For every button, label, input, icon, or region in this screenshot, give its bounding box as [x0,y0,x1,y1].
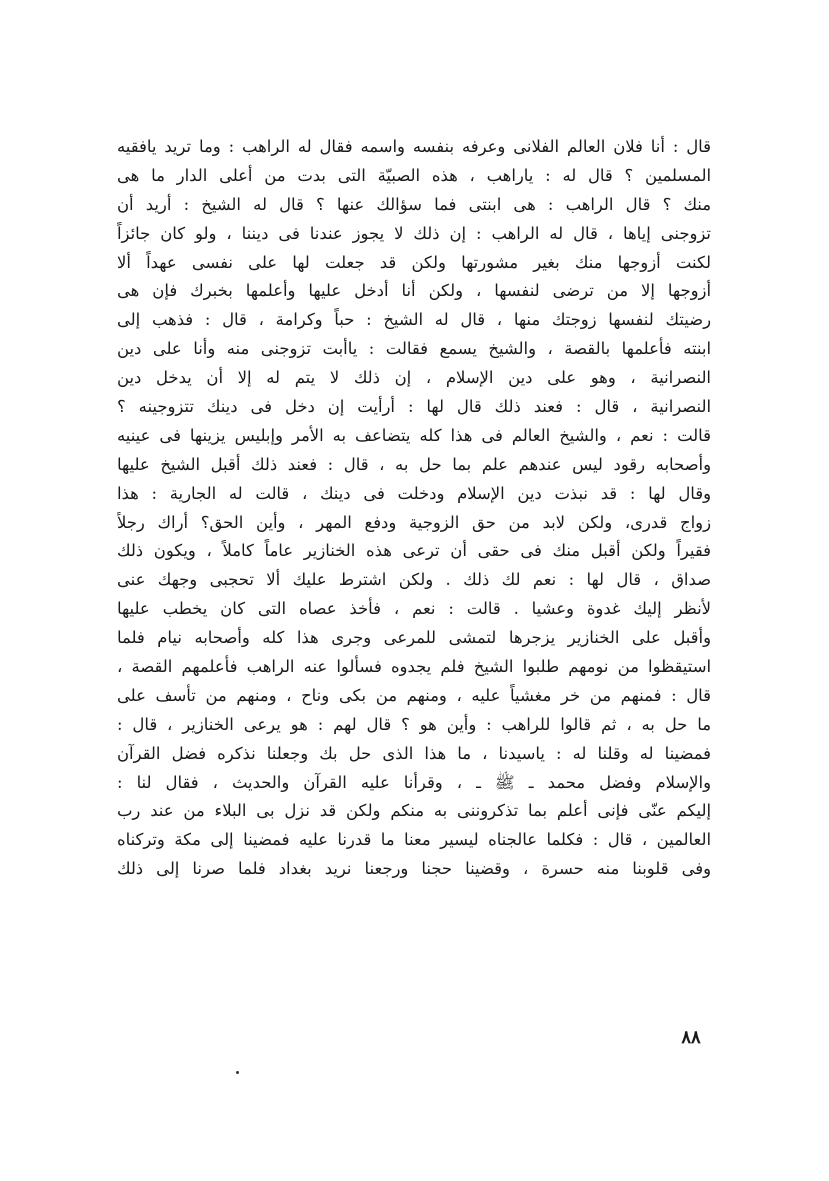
text-line: وأصحابه رقود ليس عندهم علم بما حل به ، قال : فعند ذلك أقبل الشيخ عليها [117,454,711,474]
text-line: المسلمين ؟ قال له : ياراهب ، هذه الصبيّة التى بدت من أعلى الدار ما هى [117,165,711,185]
text-line: قالت : نعم ، والشيخ العالم فى هذا كله يتضاعف به الأمر وإبليس يزينها فى عينيه [117,425,711,445]
body-text [117,133,711,884]
text-line: صداق ، قال لها : نعم لك ذلك . ولكن اشترط عليك ألا تحجبى وجهك عنى [117,570,711,590]
ink-speck [236,1071,239,1074]
text-line: زواج قدرى، ولكن لابد من حق الزوجية ودفع المهر ، وأين الحق؟ أراك رجلاً [117,512,711,532]
text-line: أزوجها إلا من ترضى لنفسها ، ولكن أنا أدخل عليها وأعلمها بخبرك فإن هى [117,281,711,301]
text-line: قال : فمنهم من خر مغشياً عليه ، ومنهم من بكى وناح ، ومنهم من تأسف على [117,685,711,705]
text-line: لكنت أزوجها منك بغير مشورتها ولكن قد جعلت لها على نفسى عهداً ألا [117,252,711,272]
text-line: النصرانية ، قال : فعند ذلك قال لها : أرأيت إن دخل فى دينك تتزوجينه ؟ [117,397,711,417]
text-line: لأنظر إليك غدوة وعشيا . قالت : نعم ، فأخذ عصاه التى كان يخطب عليها [117,599,711,619]
text-line: وقال لها : قد نبذت دين الإسلام ودخلت فى دينك ، قالت له الجارية : هذا [117,483,711,503]
text-line: تزوجنى إياها ، قال له الراهب : إن ذلك لا يجوز عندنا فى ديننا ، ولو كان جائزاً [117,223,711,243]
text-line: فقيراً ولكن أقبل منك فى حقى أن ترعى هذه الخنازير عاماً كاملاً ، ويكون ذلك [117,541,711,561]
text-line: رضيتك لنفسها زوجتك منها ، قال له الشيخ : حباً وكرامة ، قال : فذهب إلى [117,310,711,330]
text-line: العالمين ، قال : فكلما عالجناه ليسير معنا ما قدرنا عليه فمضينا إلى مكة وتركناه [117,830,711,850]
text-line: استيقظوا من نومهم طلبوا الشيخ فلم يجدوه فسألوا عنه الراهب فأعلمهم القصة ، [117,657,711,677]
page-number: ٨٨ [681,1027,701,1048]
text-line: فمضينا له وقلنا له : ياسيدنا ، ما هذا الذى حل بك وجعلنا نذكره فضل القرآن [117,743,711,763]
text-line: والإسلام وفضل محمد ـ ﷺ ـ ، وقرأنا عليه القرآن والحديث ، فقال لنا : [117,772,711,792]
text-line: ما حل به ، ثم قالوا للراهب : وأين هو ؟ قال لهم : هو يرعى الخنازير ، قال : [117,714,711,734]
text-line: ابنته فأعلمها بالقصة ، والشيخ يسمع فقالت : ياأبت تزوجنى منه وأنا على دين [117,339,711,359]
text-line: قال : أنا فلان العالم الفلانى وعرفه بنفسه واسمه فقال له الراهب : وما تريد يافقيه [117,137,711,156]
text-line: النصرانية ، وهو على دين الإسلام ، إن ذلك لا يتم له إلا أن يدخل دين [117,368,711,388]
text-line: وفى قلوبنا منه حسرة ، وقضينا حجنا ورجعنا نريد بغداد فلما صرنا إلى ذلك [117,859,711,879]
text-line: إليكم عنّى فإنى أعلم بما تذكروننى به منكم ولكن قد نزل بى البلاء من عند رب [117,801,711,821]
text-line: وأقبل على الخنازير يزجرها لتمشى للمرعى وجرى هذا كله وأصحابه نيام فلما [117,628,711,648]
text-line: منك ؟ قال الراهب : هى ابنتى فما سؤالك عنها ؟ قال له الشيخ : أريد أن [117,194,711,214]
